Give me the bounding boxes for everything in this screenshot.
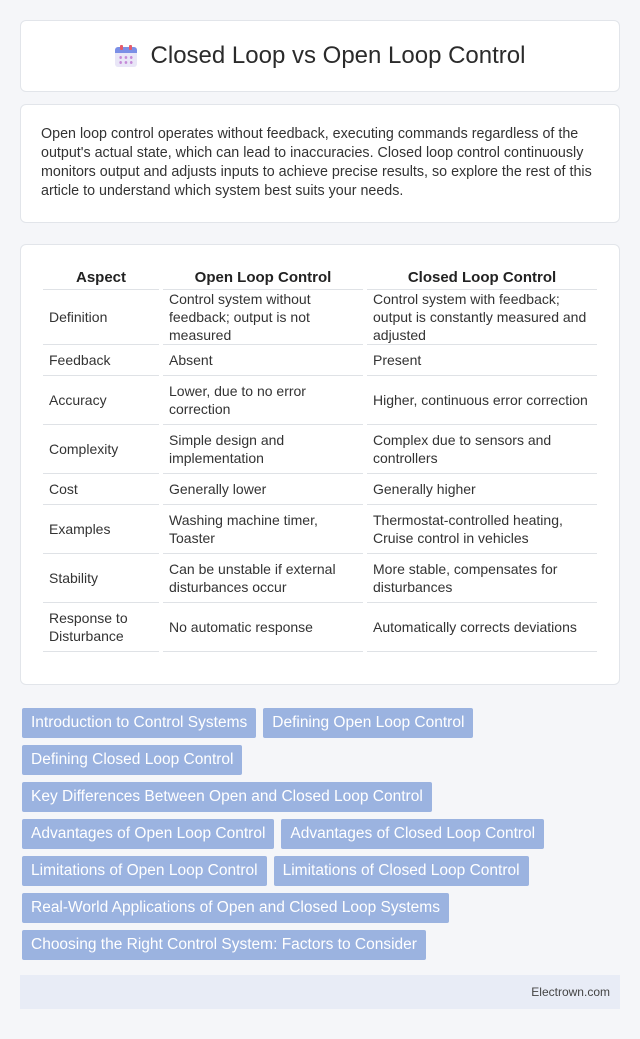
tag-row [22, 893, 618, 923]
intro-card [20, 104, 620, 223]
tag-limitations-closed-loop[interactable]: Limitations of Closed Loop Control [274, 856, 529, 886]
row-open: Generally lower [161, 474, 365, 505]
table-row [43, 554, 597, 603]
title-card [20, 20, 620, 92]
row-open: Lower, due to no error correction [161, 376, 365, 425]
row-closed: Present [365, 345, 597, 376]
tag-intro-control-systems[interactable]: Introduction to Control Systems [22, 708, 256, 738]
tag-defining-open-loop[interactable]: Defining Open Loop Control [263, 708, 473, 738]
footer-site[interactable]: Electrown.com [531, 985, 610, 999]
header-closed-loop: Closed Loop Control [365, 265, 597, 290]
page-title: Closed Loop vs Open Loop Control [150, 42, 526, 69]
row-aspect: Stability [43, 554, 161, 603]
tag-row [22, 856, 618, 886]
row-closed: Thermostat-controlled heating, Cruise control in vehicles [365, 505, 597, 554]
tag-row [22, 782, 618, 812]
header-open-loop: Open Loop Control [161, 265, 365, 290]
row-closed: Control system with feedback; output is constantly measured and adjusted [365, 290, 597, 345]
tag-key-differences[interactable]: Key Differences Between Open and Closed Loop Control [22, 782, 432, 812]
table-row [43, 290, 597, 345]
tag-limitations-open-loop[interactable]: Limitations of Open Loop Control [22, 856, 267, 886]
row-closed: Generally higher [365, 474, 597, 505]
table-row [43, 425, 597, 474]
calendar-icon [115, 45, 137, 67]
topic-tags [22, 708, 618, 967]
row-open: Control system without feedback; output is not measured [161, 290, 365, 345]
row-aspect: Response to Disturbance [43, 603, 161, 652]
row-closed: Higher, continuous error correction [365, 376, 597, 425]
row-closed: More stable, compensates for disturbances [365, 554, 597, 603]
header-aspect: Aspect [43, 265, 161, 290]
row-closed: Automatically corrects deviations [365, 603, 597, 652]
table-row [43, 505, 597, 554]
row-aspect: Accuracy [43, 376, 161, 425]
row-open: Can be unstable if external disturbances occur [161, 554, 365, 603]
tag-real-world-applications[interactable]: Real-World Applications of Open and Closed Loop Systems [22, 893, 449, 923]
comparison-card [20, 244, 620, 685]
row-open: Washing machine timer, Toaster [161, 505, 365, 554]
row-aspect: Complexity [43, 425, 161, 474]
table-row [43, 474, 597, 505]
row-open: Absent [161, 345, 365, 376]
table-row [43, 603, 597, 652]
table-header-row [43, 265, 597, 290]
footer [20, 975, 620, 1009]
row-aspect: Definition [43, 290, 161, 345]
tag-defining-closed-loop[interactable]: Defining Closed Loop Control [22, 745, 242, 775]
row-open: Simple design and implementation [161, 425, 365, 474]
tag-choosing-control-system[interactable]: Choosing the Right Control System: Factors to Consider [22, 930, 426, 960]
comparison-table [43, 265, 597, 652]
table-row [43, 345, 597, 376]
tag-row [22, 930, 618, 960]
tag-row [22, 819, 618, 849]
row-aspect: Examples [43, 505, 161, 554]
row-aspect: Feedback [43, 345, 161, 376]
row-open: No automatic response [161, 603, 365, 652]
table-row [43, 376, 597, 425]
tag-advantages-open-loop[interactable]: Advantages of Open Loop Control [22, 819, 274, 849]
tag-row [22, 708, 618, 738]
tag-advantages-closed-loop[interactable]: Advantages of Closed Loop Control [281, 819, 544, 849]
row-aspect: Cost [43, 474, 161, 505]
tag-row [22, 745, 618, 775]
row-closed: Complex due to sensors and controllers [365, 425, 597, 474]
intro-text: Open loop control operates without feedback, executing commands regardless of the output's actual state, which can lead to inaccuracies. Closed loop control continuously monitors output and adjusts inputs to achieve precise results, so explore the rest of this article to understand which system best suits your needs. [41, 126, 592, 199]
